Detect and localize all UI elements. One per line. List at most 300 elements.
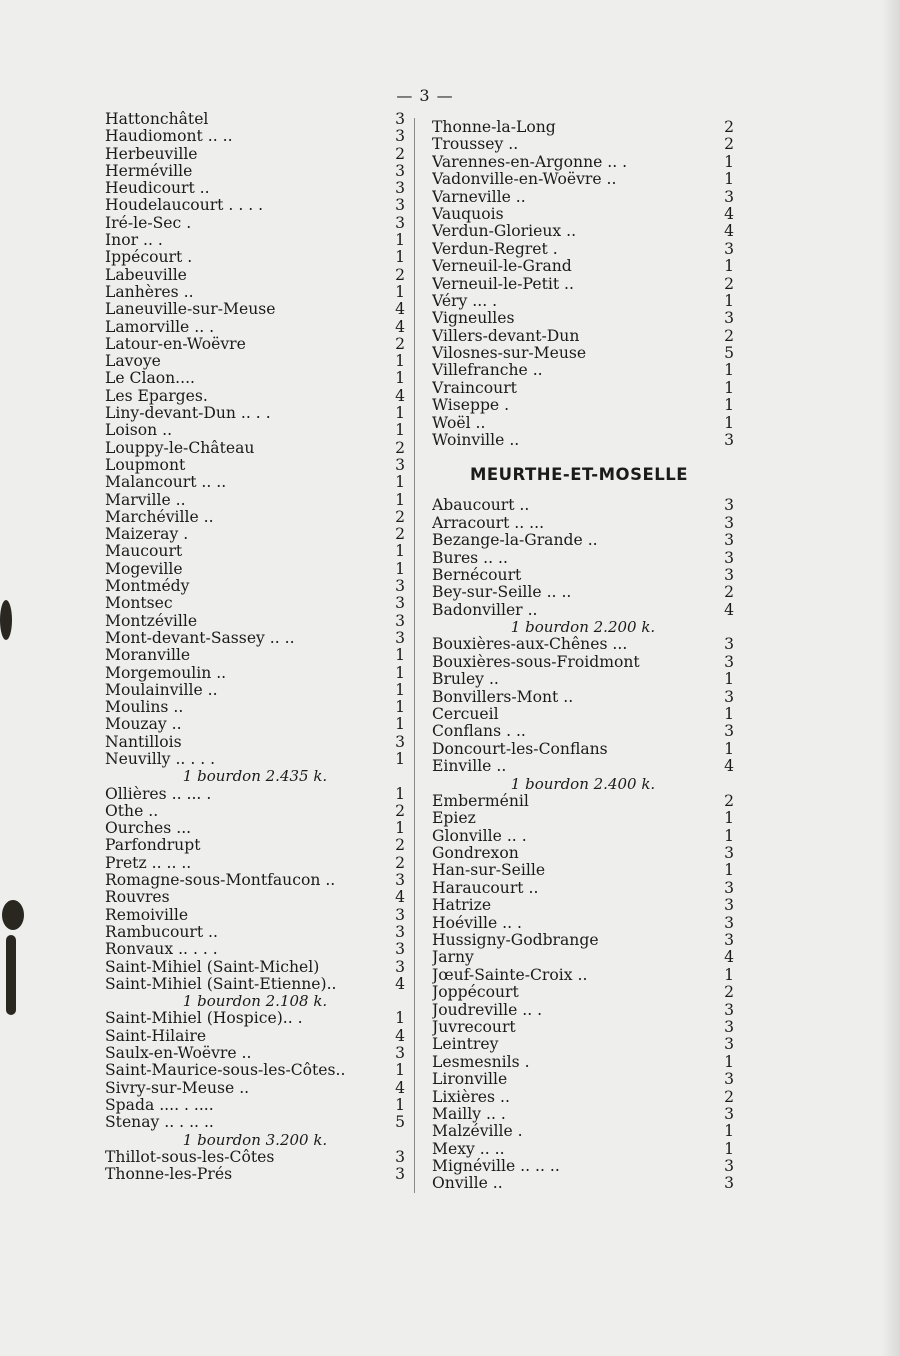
list-item	[432, 1158, 734, 1175]
commune-name: Marville ..	[105, 491, 186, 509]
list-item	[105, 267, 405, 284]
list-item	[105, 249, 405, 266]
commune-name: Woinville ..	[432, 432, 520, 450]
list-item	[432, 258, 734, 275]
bell-count: 3	[395, 1147, 405, 1166]
bell-count: 2	[724, 791, 734, 810]
commune-name: Stenay .. . .. ..	[105, 1114, 214, 1132]
commune-name: Liny-devant-Dun .. . .	[105, 405, 271, 423]
commune-name: Iré-le-Sec .	[105, 214, 192, 232]
list-item	[105, 855, 405, 872]
list-item	[105, 699, 405, 716]
bell-count: 1	[724, 170, 734, 189]
commune-name: Montmédy	[105, 578, 190, 596]
list-item	[105, 665, 405, 682]
commune-name: Vigneulles	[432, 310, 515, 328]
list-item	[105, 1028, 405, 1045]
commune-name: Bouxières-sous-Froidmont	[432, 653, 640, 671]
bourdon-note: 1 bourdon 2.108 k.	[182, 992, 328, 1011]
commune-name: Marchéville ..	[105, 508, 214, 526]
bell-count: 3	[724, 635, 734, 654]
commune-name: Herméville	[105, 162, 193, 180]
bell-count: 3	[395, 957, 405, 976]
list-item	[105, 716, 405, 733]
list-item	[105, 959, 405, 976]
list-item	[432, 223, 734, 240]
commune-name: Haraucourt ..	[432, 879, 539, 897]
commune-name: Wiseppe .	[432, 397, 510, 415]
list-item	[432, 380, 734, 397]
list-item	[432, 706, 734, 723]
list-item	[432, 758, 734, 775]
list-item	[432, 310, 734, 327]
commune-name: Verneuil-le-Grand	[432, 258, 572, 276]
bell-count: 5	[395, 1113, 405, 1132]
bell-count: 3	[395, 213, 405, 232]
commune-name: Bezange-la-Grande ..	[432, 532, 598, 550]
bell-count: 3	[395, 732, 405, 751]
bell-count: 2	[724, 326, 734, 345]
list-item	[432, 984, 734, 1001]
bell-count: 1	[395, 680, 405, 699]
commune-name: Arracourt .. ...	[432, 514, 545, 532]
list-item	[432, 1071, 734, 1088]
bell-count: 3	[724, 531, 734, 550]
list-item	[105, 492, 405, 509]
list-item	[432, 880, 734, 897]
list-item	[105, 336, 405, 353]
list-item	[105, 405, 405, 422]
commune-name: Han-sur-Seille	[432, 862, 546, 880]
list-item	[432, 1106, 734, 1123]
commune-name: Haudiomont .. ..	[105, 128, 233, 146]
bell-count: 3	[395, 110, 405, 128]
commune-name: Verneuil-le-Petit ..	[432, 275, 574, 293]
list-item	[432, 293, 734, 310]
commune-name: Epiez	[432, 810, 476, 828]
bell-count: 1	[724, 361, 734, 380]
list-item	[105, 146, 405, 163]
bell-count: 3	[724, 1104, 734, 1123]
list-item	[105, 561, 405, 578]
bourdon-note: 1 bourdon 2.400 k.	[510, 774, 656, 793]
commune-name: Leintrey	[432, 1036, 499, 1054]
commune-name: Jarny	[432, 949, 474, 967]
commune-name: Louppy-le-Château	[105, 439, 255, 457]
bell-count: 1	[395, 542, 405, 561]
bourdon-note: 1 bourdon 2.435 k.	[182, 767, 328, 786]
list-item	[105, 197, 405, 214]
list-item	[432, 328, 734, 345]
commune-name: Einville ..	[432, 758, 507, 776]
page-number: — 3 —	[396, 86, 454, 105]
commune-name: Badonviller ..	[432, 601, 538, 619]
commune-name: Romagne-sous-Montfaucon ..	[105, 872, 336, 890]
bell-count: 4	[724, 204, 734, 223]
commune-name: Maucourt	[105, 543, 183, 561]
bell-count: 3	[395, 871, 405, 890]
bell-count: 3	[724, 687, 734, 706]
list-item	[105, 474, 405, 491]
commune-name: Bruley ..	[432, 671, 499, 689]
commune-name: Vauquois	[432, 205, 504, 223]
commune-name: Sivry-sur-Meuse ..	[105, 1079, 250, 1097]
list-item	[432, 206, 734, 223]
list-item	[432, 932, 734, 949]
bell-count: 2	[395, 801, 405, 820]
commune-name: Mont-devant-Sassey .. ..	[105, 629, 295, 647]
section-title: MEURTHE-ET-MOSELLE	[469, 465, 689, 485]
commune-name: Ourches ...	[105, 820, 192, 838]
commune-name: Thonne-les-Prés	[105, 1166, 233, 1184]
bell-count: 1	[724, 1052, 734, 1071]
commune-name: Parfondrupt	[105, 837, 201, 855]
bell-count: 4	[395, 1078, 405, 1097]
bell-count: 3	[395, 628, 405, 647]
commune-name: Varennes-en-Argonne .. .	[432, 153, 628, 171]
list-item	[105, 301, 405, 318]
commune-name: Remoiville	[105, 906, 189, 924]
list-item	[105, 647, 405, 664]
bell-count: 2	[395, 265, 405, 284]
bell-count: 1	[724, 396, 734, 415]
commune-name: Thonne-la-Long	[432, 119, 556, 136]
list-item	[432, 432, 734, 449]
commune-name: Saint-Mihiel (Saint-Etienne)..	[105, 975, 337, 993]
ink-stain	[0, 600, 12, 640]
commune-name: Verdun-Regret .	[432, 240, 558, 258]
bell-count: 2	[724, 274, 734, 293]
commune-name: Mouzay ..	[105, 716, 182, 734]
commune-name: Neuvilly .. . . .	[105, 750, 216, 768]
list-item	[105, 613, 405, 630]
list-item	[105, 751, 405, 768]
bell-count: 3	[395, 1165, 405, 1184]
list-item	[432, 671, 734, 688]
bell-count: 1	[395, 473, 405, 492]
bell-count: 1	[395, 282, 405, 301]
commune-name: Latour-en-Woëvre	[105, 335, 246, 353]
commune-name: Lixières ..	[432, 1088, 510, 1106]
list-item	[105, 543, 405, 560]
list-item	[105, 803, 405, 820]
list-item	[432, 1036, 734, 1053]
list-item	[105, 734, 405, 751]
list-item	[105, 128, 405, 145]
bell-count: 1	[395, 404, 405, 423]
list-item	[432, 810, 734, 827]
commune-name: Bures .. ..	[432, 549, 508, 567]
list-item	[432, 515, 734, 532]
commune-name: Doncourt-les-Conflans	[432, 740, 608, 758]
commune-name: Hoéville .. .	[432, 914, 522, 932]
list-item	[105, 353, 405, 370]
bell-count: 4	[395, 386, 405, 405]
commune-name: Montsec	[105, 595, 173, 613]
commune-name: Pretz .. .. ..	[105, 854, 192, 872]
commune-name: Véry ... .	[432, 292, 498, 310]
commune-name: Jœuf-Sainte-Croix ..	[432, 966, 588, 984]
list-item	[105, 440, 405, 457]
commune-name: Rouvres	[105, 889, 170, 907]
commune-name: Lesmesnils .	[432, 1053, 530, 1071]
ink-stain	[2, 900, 24, 930]
bell-count: 3	[724, 565, 734, 584]
bell-count: 1	[724, 965, 734, 984]
commune-name: Verdun-Glorieux ..	[432, 223, 577, 241]
commune-name: Malzéville .	[432, 1123, 523, 1141]
commune-name: Ronvaux .. . . .	[105, 941, 218, 959]
bell-count: 3	[395, 594, 405, 613]
commune-name: Othe ..	[105, 802, 159, 820]
bell-count: 3	[724, 187, 734, 206]
list-item	[105, 786, 405, 803]
commune-name: Gondrexon	[432, 845, 519, 863]
list-item	[432, 723, 734, 740]
list-item	[432, 689, 734, 706]
list-item	[432, 654, 734, 671]
bell-count: 3	[395, 611, 405, 630]
bell-count: 1	[724, 413, 734, 432]
commune-name: Lanhères ..	[105, 283, 194, 301]
commune-name: Saint-Mihiel (Saint-Michel)	[105, 958, 320, 976]
commune-name: Heudicourt ..	[105, 180, 210, 198]
commune-name: Inor .. .	[105, 232, 163, 250]
bell-count: 3	[395, 922, 405, 941]
bourdon-note: 1 bourdon 2.200 k.	[510, 618, 656, 637]
list-item	[432, 171, 734, 188]
bell-count: 3	[724, 913, 734, 932]
bell-count: 1	[395, 698, 405, 717]
commune-name: Hattonchâtel	[105, 111, 209, 128]
list-item	[105, 1010, 405, 1027]
commune-name: Ippécourt .	[105, 249, 193, 267]
list-item	[432, 550, 734, 567]
commune-name: Joppécourt	[432, 984, 519, 1002]
commune-name: Hussigny-Godbrange	[432, 932, 599, 949]
bell-count: 2	[395, 144, 405, 163]
commune-name: Abaucourt ..	[432, 497, 530, 515]
commune-name: Cercueil	[432, 706, 499, 724]
commune-name: Ollières .. ... .	[105, 785, 212, 803]
bell-count: 1	[724, 378, 734, 397]
bell-count: 1	[395, 369, 405, 388]
bell-count: 1	[395, 352, 405, 371]
commune-name: Lamorville .. .	[105, 318, 215, 336]
list-item	[105, 1080, 405, 1097]
bell-count: 1	[395, 248, 405, 267]
commune-name: Villefranche ..	[432, 362, 543, 380]
page-edge-shadow	[882, 0, 900, 1356]
bell-count: 3	[724, 548, 734, 567]
list-item	[105, 889, 405, 906]
list-item	[432, 345, 734, 362]
commune-name: Thillot-sous-les-Côtes	[105, 1148, 275, 1166]
bell-count: 1	[395, 559, 405, 578]
commune-name: Mailly .. .	[432, 1105, 506, 1123]
commune-name: Houdelaucourt . . . .	[105, 197, 264, 215]
bell-count: 2	[395, 836, 405, 855]
list-item	[432, 845, 734, 862]
list-item	[432, 497, 734, 514]
bell-count: 4	[724, 222, 734, 241]
bell-count: 1	[395, 663, 405, 682]
commune-name: Bey-sur-Seille .. ..	[432, 584, 572, 602]
bell-count: 3	[395, 127, 405, 146]
commune-name: Juvrecourt	[432, 1018, 516, 1036]
bell-count: 2	[395, 438, 405, 457]
bell-count: 3	[395, 179, 405, 198]
commune-name: Troussey ..	[432, 136, 519, 154]
commune-name: Varneville ..	[432, 188, 526, 206]
list-item	[432, 741, 734, 758]
list-item	[105, 1149, 405, 1166]
bell-count: 1	[395, 1095, 405, 1114]
list-item	[105, 1062, 405, 1079]
commune-name: Bouxières-aux-Chênes ...	[432, 636, 628, 654]
meurthe-et-moselle-list	[432, 497, 734, 1192]
bell-count: 1	[395, 231, 405, 250]
bell-count: 3	[395, 1044, 405, 1063]
bell-count: 5	[724, 344, 734, 363]
bell-count: 3	[724, 1035, 734, 1054]
commune-name: Maizeray .	[105, 526, 189, 544]
list-item	[105, 111, 405, 128]
commune-name: Moranville	[105, 647, 191, 665]
bell-count: 1	[724, 826, 734, 845]
bell-count: 1	[724, 670, 734, 689]
list-item	[432, 397, 734, 414]
list-item	[432, 241, 734, 258]
bell-count: 1	[724, 152, 734, 171]
list-item	[105, 284, 405, 301]
list-item	[432, 793, 734, 810]
bell-count: 4	[395, 317, 405, 336]
list-item	[432, 119, 734, 136]
commune-name: Woël ..	[432, 414, 486, 432]
bell-count: 3	[724, 844, 734, 863]
list-item	[105, 907, 405, 924]
bell-count: 2	[395, 525, 405, 544]
bell-count: 4	[724, 757, 734, 776]
list-item	[432, 897, 734, 914]
bell-count: 3	[724, 652, 734, 671]
bell-count: 2	[395, 334, 405, 353]
commune-name: Mignéville .. .. ..	[432, 1158, 560, 1176]
list-item	[105, 976, 405, 993]
commune-name: Malancourt .. ..	[105, 474, 227, 492]
commune-name: Saint-Maurice-sous-les-Côtes..	[105, 1062, 346, 1080]
bell-count: 3	[724, 1000, 734, 1019]
list-item	[432, 862, 734, 879]
commune-name: Les Eparges.	[105, 387, 208, 405]
list-item	[105, 509, 405, 526]
bell-count: 3	[395, 196, 405, 215]
list-item	[432, 532, 734, 549]
bell-count: 3	[724, 239, 734, 258]
commune-name: Labeuville	[105, 266, 187, 284]
bell-count: 3	[724, 431, 734, 450]
commune-name: Mexy .. ..	[432, 1140, 505, 1158]
bell-count: 4	[395, 888, 405, 907]
bell-count: 2	[395, 507, 405, 526]
commune-name: Lavoye	[105, 353, 161, 371]
list-item	[105, 232, 405, 249]
bell-count: 3	[395, 940, 405, 959]
commune-name: Herbeuville	[105, 145, 198, 163]
bell-count: 1	[724, 1122, 734, 1141]
list-item	[432, 415, 734, 432]
bell-count: 2	[724, 583, 734, 602]
commune-name: Loison ..	[105, 422, 173, 440]
commune-name: Mogeville	[105, 560, 183, 578]
list-item	[432, 1175, 734, 1192]
bell-count: 1	[724, 291, 734, 310]
commune-name: Spada .... . ....	[105, 1096, 214, 1114]
list-item	[105, 180, 405, 197]
list-item	[105, 526, 405, 543]
bell-count: 4	[395, 300, 405, 319]
commune-name: Laneuville-sur-Meuse	[105, 301, 276, 319]
bell-count: 1	[724, 257, 734, 276]
commune-name: Loupmont	[105, 456, 186, 474]
bell-count: 1	[724, 809, 734, 828]
bell-count: 1	[395, 784, 405, 803]
commune-name: Le Claon....	[105, 370, 196, 388]
list-item	[105, 837, 405, 854]
commune-name: Conflans . ..	[432, 723, 526, 741]
list-item	[105, 682, 405, 699]
bell-count: 4	[395, 974, 405, 993]
list-item	[432, 189, 734, 206]
list-item	[105, 388, 405, 405]
commune-name: Saulx-en-Woëvre ..	[105, 1045, 252, 1063]
list-item	[432, 584, 734, 601]
list-item	[105, 1166, 405, 1183]
list-item	[432, 636, 734, 653]
bell-count: 3	[724, 722, 734, 741]
bell-count: 1	[395, 715, 405, 734]
commune-name: Montzéville	[105, 612, 198, 630]
bell-count: 2	[395, 853, 405, 872]
list-item	[432, 1123, 734, 1140]
list-item	[432, 154, 734, 171]
list-item	[105, 370, 405, 387]
bell-count: 2	[724, 118, 734, 136]
list-item	[432, 1054, 734, 1071]
list-item	[432, 915, 734, 932]
list-item	[105, 872, 405, 889]
list-item	[105, 215, 405, 232]
meuse-list	[432, 119, 734, 449]
bell-count: 1	[724, 861, 734, 880]
bell-count: 3	[724, 1017, 734, 1036]
bell-count: 3	[395, 455, 405, 474]
commune-name: Vraincourt	[432, 379, 517, 397]
bell-count: 4	[395, 1026, 405, 1045]
commune-name: Nantillois	[105, 733, 182, 751]
list-item	[432, 362, 734, 379]
bourdon-note: 1 bourdon 3.200 k.	[182, 1130, 328, 1149]
list-item	[105, 1045, 405, 1062]
list-item	[105, 578, 405, 595]
column-divider	[414, 118, 415, 1193]
list-item	[432, 602, 734, 619]
commune-name: Hatrize	[432, 897, 492, 915]
bell-count: 2	[724, 983, 734, 1002]
commune-name: Joudreville .. .	[432, 1001, 543, 1019]
list-item	[432, 1002, 734, 1019]
